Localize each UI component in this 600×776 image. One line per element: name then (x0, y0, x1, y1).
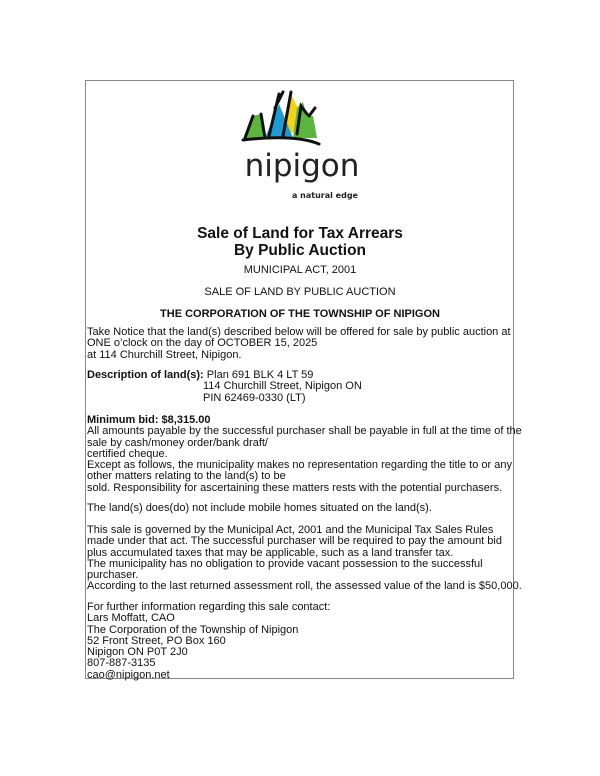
logo-name: nipigon (244, 148, 360, 184)
text-line: other matters relating to the land(s) to be (87, 470, 286, 483)
text-line: Lars Moffatt, CAO (87, 612, 175, 625)
text-line: plus accumulated taxes that may be applicable, such as a land transfer tax. (87, 546, 454, 559)
text-line: 52 Front Street, PO Box 160 (87, 634, 226, 647)
text-line: at 114 Churchill Street, Nipigon. (87, 348, 242, 361)
minimum-bid: Minimum bid: $8,315.00 (87, 414, 211, 426)
logo-tagline: a natural edge (292, 191, 358, 200)
payment-section (87, 415, 522, 494)
text-line: Except as follows, the municipality makes no representation regarding the title to or any (87, 459, 512, 472)
description-label: Description of land(s): (87, 369, 204, 381)
text-line: Nipigon ON P0T 2J0 (87, 646, 188, 659)
text-line: sold. Responsibility for ascertaining these matters rests with the potential purchasers. (87, 481, 503, 494)
text-line: All amounts payable by the successful purchaser shall be payable in full at the time of the (87, 425, 522, 438)
description (87, 370, 362, 404)
contact-email: cao@nipigon.net (87, 668, 170, 681)
text-line: 114 Churchill Street, Nipigon ON (203, 380, 362, 393)
nipigon-logo (235, 86, 370, 206)
contact-info (87, 602, 330, 681)
text-line: PIN 62469-0330 (LT) (203, 391, 306, 404)
text-line: sale by cash/money order/bank draft/ (87, 436, 268, 449)
text-line: made under that act. The successful purchaser will be required to pay the amount bid (87, 535, 502, 548)
text-line: According to the last returned assessment roll, the assessed value of the land is $50,000. (87, 580, 522, 593)
text-line: Plan 691 BLK 4 LT 59 (206, 369, 314, 381)
mobile-homes-note: The land(s) does(do) not include mobile homes situated on the land(s). (87, 502, 432, 514)
page-title (0, 225, 600, 259)
text-line: This sale is governed by the Municipal Act, 2001 and the Municipal Tax Sales Rules (87, 524, 494, 536)
text-line: For further information regarding this sale contact: (87, 601, 331, 613)
text-line: Take Notice that the land(s) described below will be offered for sale by public auction at (87, 326, 511, 338)
text-line: 807-887-3135 (87, 657, 156, 670)
subtitle: SALE OF LAND BY PUBLIC AUCTION (204, 286, 396, 298)
text-line: The Corporation of the Township of Nipigon (87, 623, 299, 636)
act-heading: MUNICIPAL ACT, 2001 (243, 264, 357, 276)
corporation-heading: THE CORPORATION OF THE TOWNSHIP OF NIPIGON (160, 308, 440, 320)
text-line: The municipality has no obligation to provide vacant possession to the successful (87, 557, 483, 570)
notice-paragraph (87, 327, 511, 361)
governed-paragraph (87, 525, 522, 593)
title-line: By Public Auction (233, 242, 367, 259)
text-line: ONE o’clock on the day of OCTOBER 15, 2025 (87, 337, 318, 350)
title-line: Sale of Land for Tax Arrears (197, 225, 403, 242)
text-line: purchaser. (87, 569, 139, 582)
text-line: certified cheque. (87, 447, 168, 460)
